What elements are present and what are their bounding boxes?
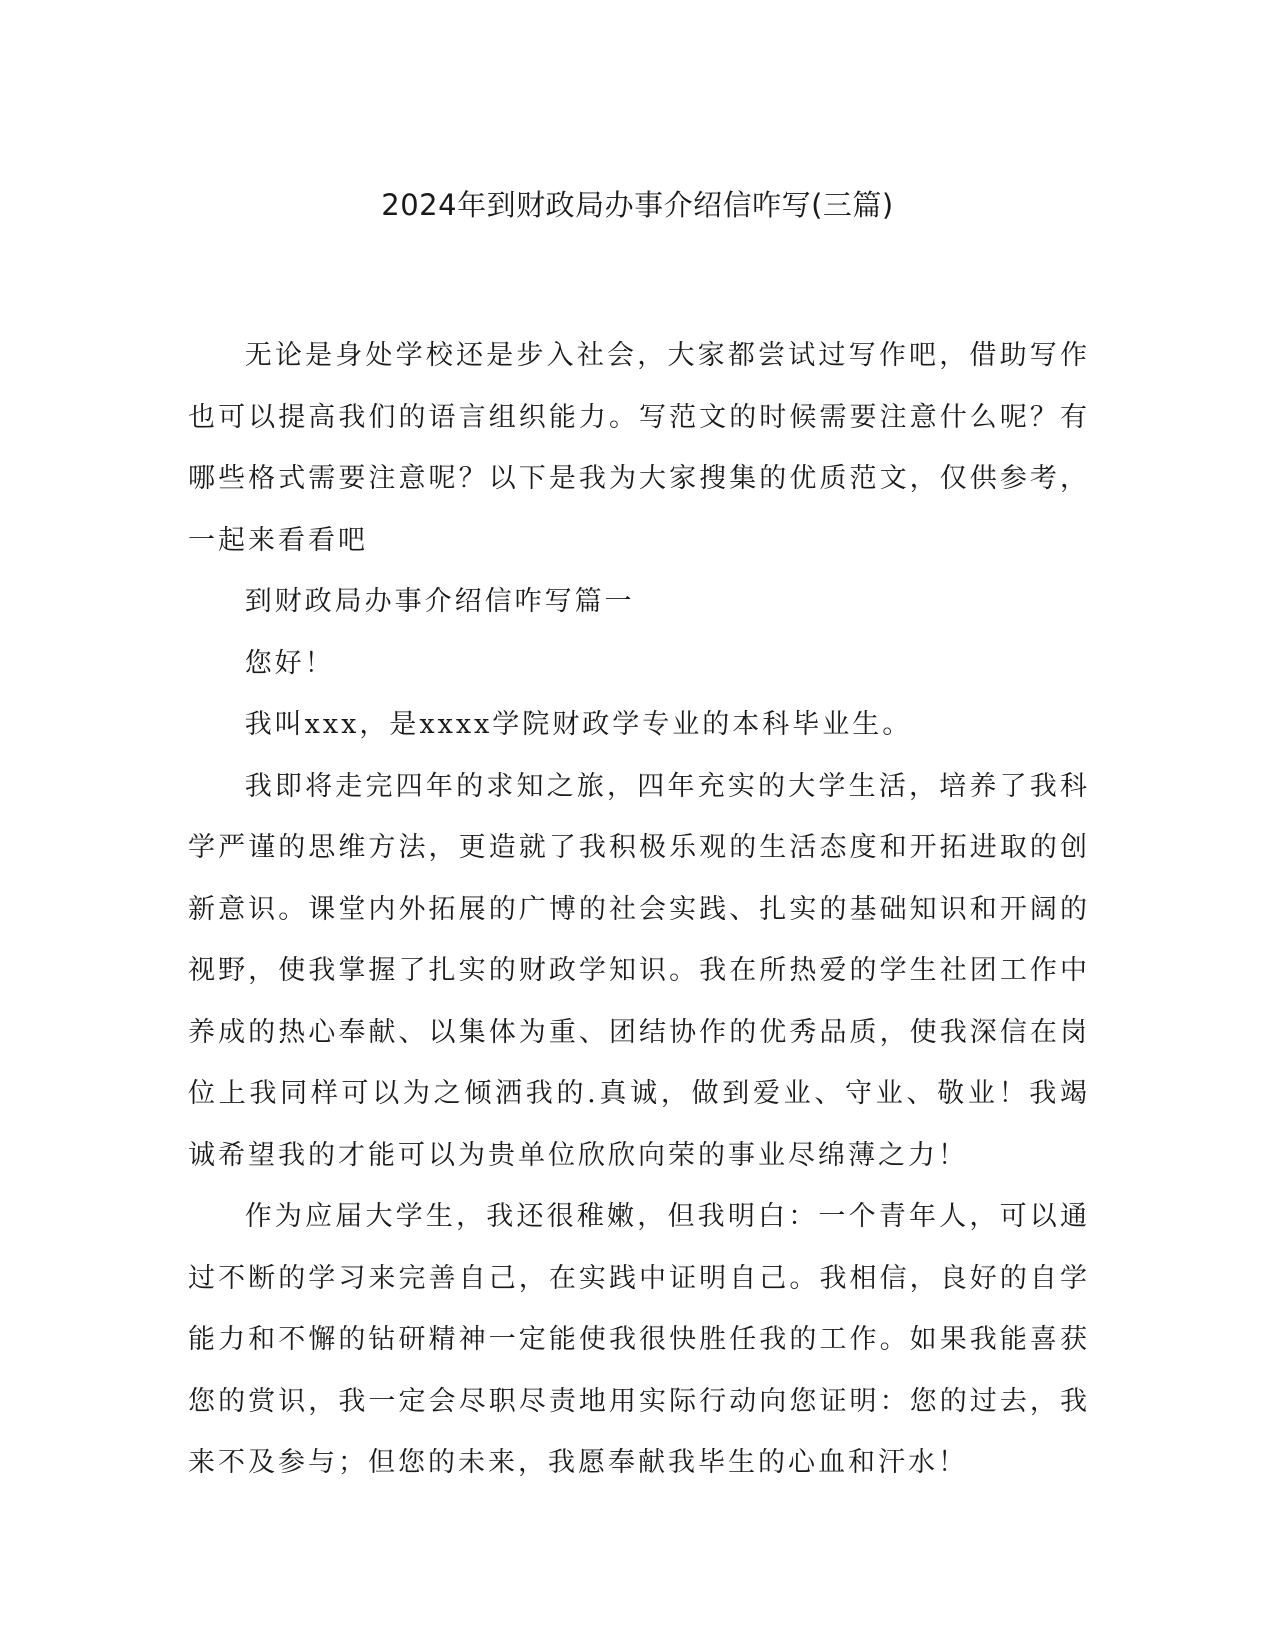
document-body — [188, 325, 1090, 1494]
body-paragraph: 作为应届大学生，我还很稚嫩，但我明白：一个青年人，可以通过不断的学习来完善自己，在实践中证明自己。我相信，良好的自学能力和不懈的钻研精神一定能使我很快胜任我的工作。如果我能喜获您的赏识，我一定会尽职尽责地用实际行动向您证明：您的过去，我来不及参与；但您的未来，我愿奉献我毕生的心血和汗水！ — [188, 1201, 1090, 1478]
greeting: 您好！ — [244, 647, 335, 679]
intro-paragraph: 无论是身处学校还是步入社会，大家都尝试过写作吧，借助写作也可以提高我们的语言组织能力。写范文的时候需要注意什么呢？有哪些格式需要注意呢？以下是我为大家搜集的优质范文，仅供参考，一起来看看吧 — [188, 340, 1090, 556]
document-title: 2024年到财政局办事介绍信咋写(三篇) — [381, 188, 894, 222]
body-paragraph: 我即将走完四年的求知之旅，四年充实的大学生活，培养了我科学严谨的思维方法，更造就了我积极乐观的生活态度和开拓进取的创新意识。课堂内外拓展的广博的社会实践、扎实的基础知识和开阔的视野，使我掌握了扎实的财政学知识。我在所热爱的学生社团工作中养成的热心奉献、以集体为重、团结协作的优秀品质，使我深信在岗位上我同样可以为之倾洒我的.真诚，做到爱业、守业、敬业！我竭诚希望我的才能可以为贵单位欣欣向荣的事业尽绵薄之力！ — [188, 770, 1090, 1171]
section-heading: 到财政局办事介绍信咋写篇一 — [244, 586, 635, 617]
self-introduction: 我叫xxx，是xxxx学院财政学专业的本科毕业生。 — [244, 709, 913, 740]
